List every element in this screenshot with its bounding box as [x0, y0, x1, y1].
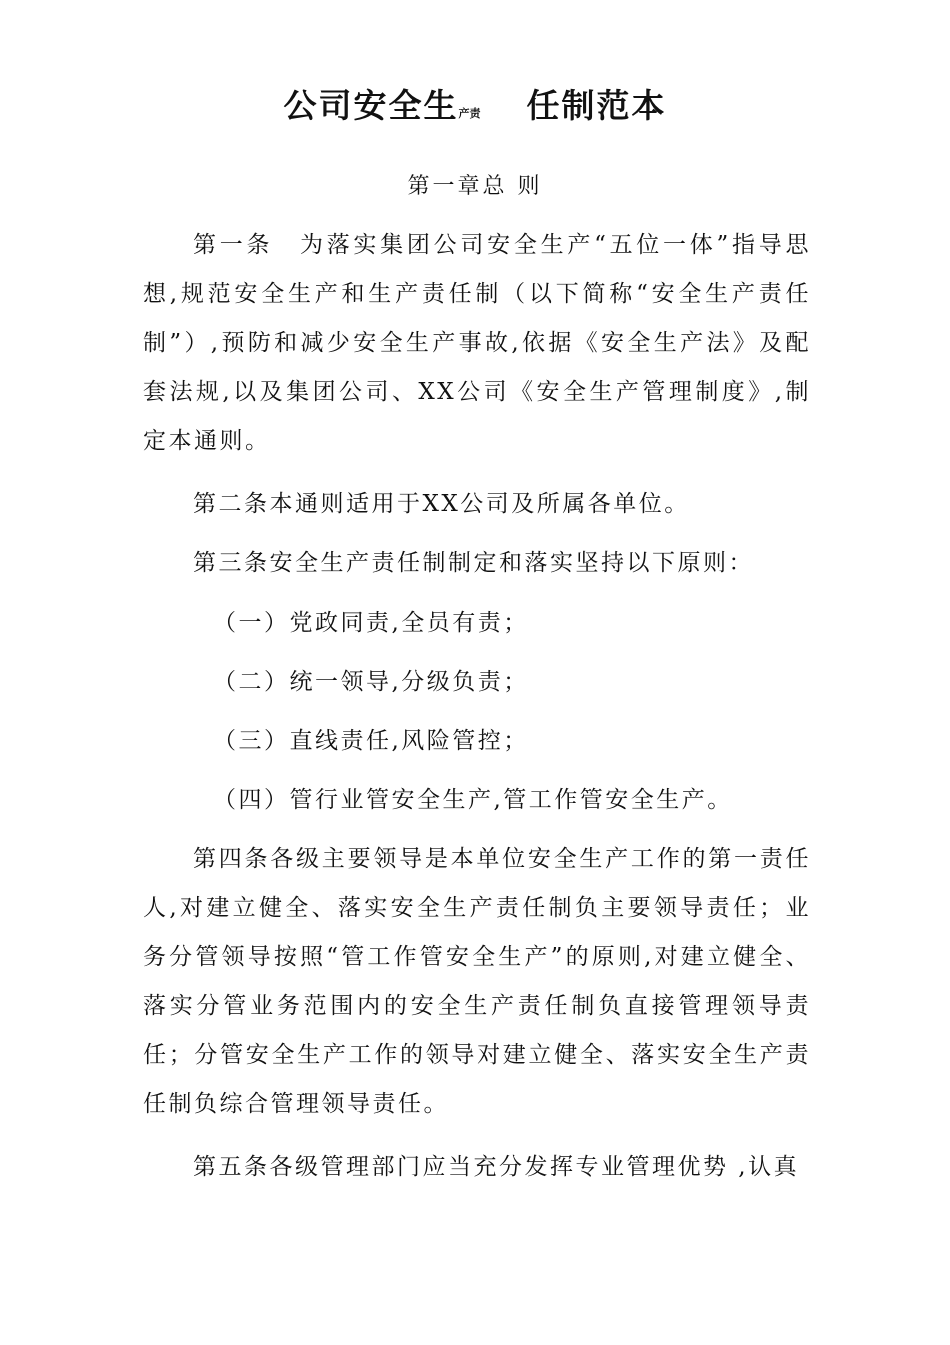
- article-1: 第一条 为落实集团公司安全生产“五位一体”指导思想,规范安全生产和生产责任制（以下简称“安全生产责任制”）,预防和减少安全生产事故,依据《安全生产法》及配套法规,以及集团公司、XX公司《安全生产管理制度》,制定本通则。: [143, 232, 811, 454]
- principle-item: （三）直线责任,风险管控；: [213, 728, 529, 754]
- article-5: 第五条各级管理部门应当充分发挥专业管理优势 ,认真: [193, 1154, 800, 1180]
- chapter-heading: 第一章总 则: [407, 174, 543, 199]
- article-3: 第三条安全生产责任制制定和落实坚持以下原则：: [193, 550, 754, 576]
- document-title: [0, 82, 950, 138]
- principle-item: （二）统一领导,分级负责；: [213, 669, 529, 695]
- title-small-text: 产责: [458, 107, 481, 120]
- principle-item: （四）管行业管安全生产,管工作管安全生产。: [213, 787, 733, 813]
- article-4: 第四条各级主要领导是本单位安全生产工作的第一责任人,对建立健全、落实安全生产责任制负主要领导责任；业务分管领导按照“管工作管安全生产”的原则,对建立健全、落实分管业务范围内的安全生产责任制负直接管理领导责任；分管安全生产工作的领导对建立健全、落实安全生产责任制负综合管理领导责任。: [143, 846, 811, 1117]
- title-tail: 任制范本: [526, 86, 667, 125]
- title-main: 公司安全生: [283, 86, 459, 125]
- article-2: 第二条本通则适用于XX公司及所属各单位。: [193, 491, 690, 517]
- principle-item: （一）党政同责,全员有责；: [213, 610, 529, 636]
